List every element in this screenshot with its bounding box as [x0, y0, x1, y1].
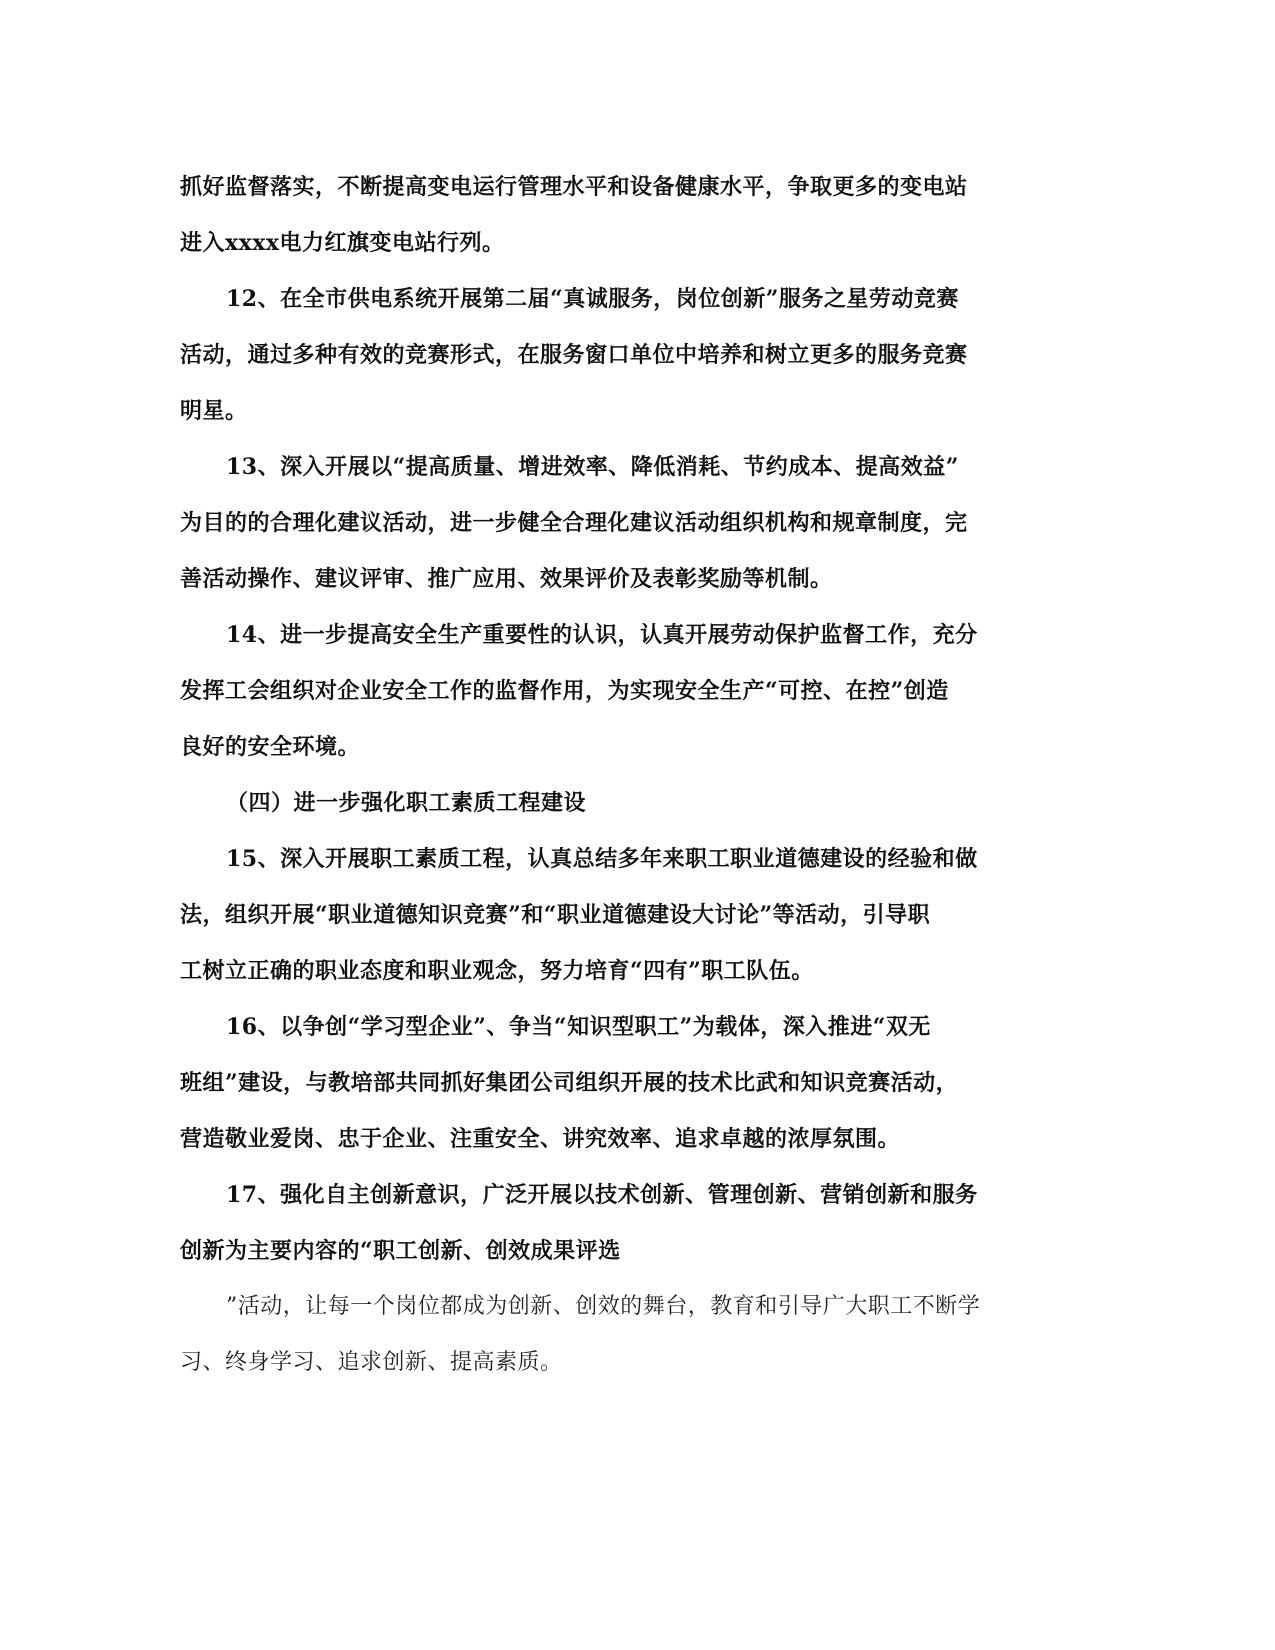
paragraph-line: 创新为主要内容的“职工创新、创效成果评选 [180, 1238, 621, 1264]
paragraph-line: 15、深入开展职工素质工程，认真总结多年来职工职业道德建设的经验和做 [226, 846, 978, 872]
paragraph-line: 班组”建设，与教培部共同抓好集团公司组织开展的技术比武和知识竞赛活动， [180, 1070, 959, 1096]
paragraph-line: 善活动操作、建议评审、推广应用、效果评价及表彰奖励等机制。 [180, 566, 833, 592]
paragraph-line: 为目的的合理化建议活动，进一步健全合理化建议活动组织机构和规章制度，完 [180, 510, 968, 536]
paragraph-line: 12、在全市供电系统开展第二届“真诚服务，岗位创新”服务之星劳动竞赛 [226, 286, 959, 312]
paragraph-line: 进入xxxx电力红旗变电站行列。 [180, 230, 505, 256]
paragraph-line: 活动，通过多种有效的竞赛形式，在服务窗口单位中培养和树立更多的服务竞赛 [180, 342, 968, 368]
section-heading: （四）进一步强化职工素质工程建设 [226, 790, 587, 816]
paragraph-line: 发挥工会组织对企业安全工作的监督作用，为实现安全生产“可控、在控”创造 [180, 678, 949, 704]
paragraph-line: 14、进一步提高安全生产重要性的认识，认真开展劳动保护监督工作，充分 [226, 622, 978, 648]
paragraph-line: 法，组织开展“职业道德知识竞赛”和“职业道德建设大讨论”等活动，引导职 [180, 902, 931, 928]
paragraph-line: 习、终身学习、追求创新、提高素质。 [180, 1350, 563, 1375]
paragraph-line: 17、强化自主创新意识，广泛开展以技术创新、管理创新、营销创新和服务 [226, 1182, 978, 1208]
paragraph-line: 抓好监督落实，不断提高变电运行管理水平和设备健康水平，争取更多的变电站 [180, 174, 968, 200]
paragraph-line: 营造敬业爱岗、忠于企业、注重安全、讲究效率、追求卓越的浓厚氛围。 [180, 1126, 901, 1152]
paragraph-line: 13、深入开展以“提高质量、增进效率、降低消耗、节约成本、提高效益” [226, 454, 959, 480]
paragraph-line: 良好的安全环境。 [180, 734, 361, 760]
paragraph-line: 16、以争创“学习型企业”、争当“知识型职工”为载体，深入推进“双无 [226, 1014, 931, 1040]
paragraph-line: 明星。 [180, 398, 248, 424]
paragraph-line: ”活动，让每一个岗位都成为创新、创效的舞台，教育和引导广大职工不断学 [226, 1294, 981, 1319]
paragraph-line: 工树立正确的职业态度和职业观念，努力培育“四有”职工队伍。 [180, 958, 814, 984]
